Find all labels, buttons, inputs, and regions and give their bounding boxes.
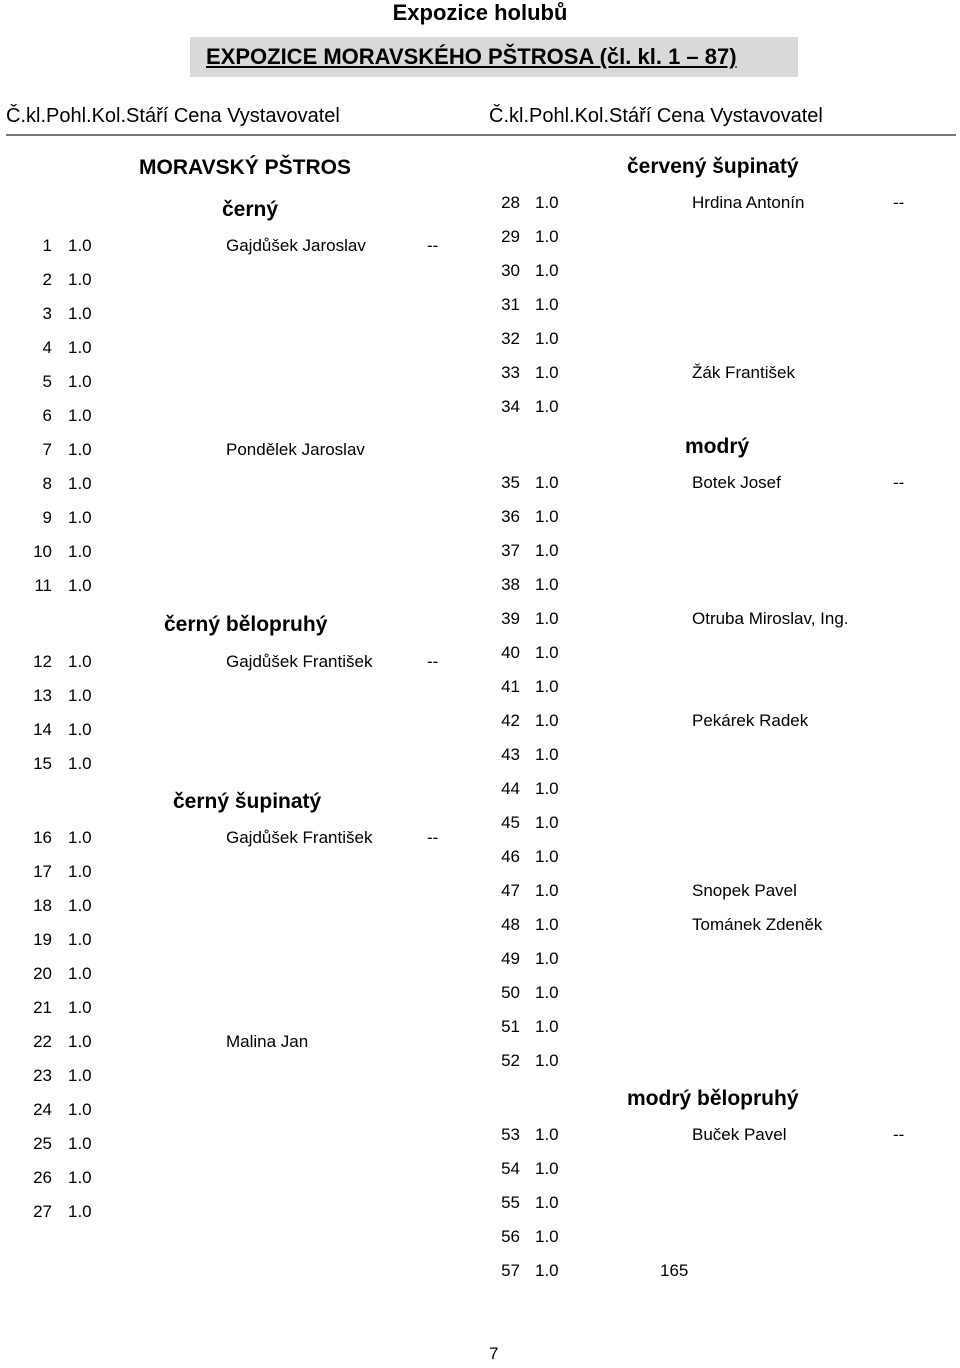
- page-number: 7: [489, 1344, 499, 1363]
- entry-sex: 1.0: [535, 541, 559, 560]
- entry-num: 41: [501, 677, 520, 696]
- entry-exhibitor: Buček Pavel: [692, 1125, 787, 1144]
- entry-num: 54: [501, 1159, 520, 1178]
- entry-num: 13: [33, 686, 52, 705]
- entry-num: 12: [33, 652, 52, 671]
- entry-sex: 1.0: [535, 295, 559, 314]
- entry-sex: 1.0: [68, 1032, 92, 1051]
- entry-sex: 1.0: [68, 896, 92, 915]
- entry-num: 38: [501, 575, 520, 594]
- entry-exhibitor: Tománek Zdeněk: [692, 915, 823, 934]
- entry-num: 28: [501, 193, 520, 212]
- entry-num: 53: [501, 1125, 520, 1144]
- entry-sex: 1.0: [535, 813, 559, 832]
- entry-num: 55: [501, 1193, 520, 1212]
- section-heading-right-3: modrý bělopruhý: [627, 1087, 799, 1110]
- entry-num: 39: [501, 609, 520, 628]
- entry-num: 34: [501, 397, 520, 416]
- entry-sex: 1.0: [68, 964, 92, 983]
- entry-sex: 1.0: [535, 227, 559, 246]
- entry-sex: 1.0: [68, 474, 92, 493]
- entry-num: 35: [501, 473, 520, 492]
- entry-sex: 1.0: [68, 372, 92, 391]
- entry-sex: 1.0: [535, 1017, 559, 1036]
- entry-sex: 1.0: [535, 779, 559, 798]
- section-heading-right-1: červený šupinatý: [627, 155, 799, 178]
- entry-price: --: [427, 652, 439, 671]
- entry-num: 25: [33, 1134, 52, 1153]
- entry-num: 57: [501, 1261, 520, 1280]
- entry-sex: 1.0: [535, 915, 559, 934]
- entry-sex: 1.0: [535, 745, 559, 764]
- entry-sex: 1.0: [68, 686, 92, 705]
- entry-sex: 1.0: [535, 1125, 559, 1144]
- entry-sex: 1.0: [68, 270, 92, 289]
- entry-sex: 1.0: [535, 397, 559, 416]
- entry-sex: 1.0: [535, 193, 559, 212]
- entry-sex: 1.0: [535, 261, 559, 280]
- entry-num: 32: [501, 329, 520, 348]
- entry-price: --: [427, 828, 439, 847]
- entry-sex: 1.0: [68, 1066, 92, 1085]
- entry-num: 33: [501, 363, 520, 382]
- entry-num: 21: [33, 998, 52, 1017]
- entry-num: 7: [42, 440, 52, 459]
- entry-price: --: [893, 1125, 905, 1144]
- entry-num: 2: [42, 270, 52, 289]
- entry-exhibitor: Botek Josef: [692, 473, 781, 492]
- entry-sex: 1.0: [68, 542, 92, 561]
- entry-sex: 1.0: [535, 983, 559, 1002]
- entry-sex: 1.0: [68, 236, 92, 255]
- entry-num: 23: [33, 1066, 52, 1085]
- entry-sex: 1.0: [535, 1261, 559, 1280]
- exhibit-banner: [190, 37, 798, 77]
- entry-num: 50: [501, 983, 520, 1002]
- entry-num: 9: [42, 508, 52, 527]
- entry-sex: 1.0: [535, 1227, 559, 1246]
- entry-num: 16: [33, 828, 52, 847]
- entry-price: --: [893, 193, 905, 212]
- entry-num: 31: [501, 295, 520, 314]
- entry-sex: 1.0: [68, 1134, 92, 1153]
- entry-num: 15: [33, 754, 52, 773]
- entry-num: 30: [501, 261, 520, 280]
- entry-num: 49: [501, 949, 520, 968]
- entry-sex: 1.0: [68, 440, 92, 459]
- entry-num: 20: [33, 964, 52, 983]
- entry-sex: 1.0: [535, 363, 559, 382]
- entry-num: 26: [33, 1168, 52, 1187]
- entry-num: 11: [34, 576, 52, 595]
- entry-sex: 1.0: [535, 1193, 559, 1212]
- entry-num: 5: [42, 372, 52, 391]
- entry-exhibitor: Žák František: [692, 363, 795, 382]
- entry-sex: 1.0: [68, 828, 92, 847]
- document-title: Expozice holubů: [392, 0, 568, 25]
- entry-sex: 1.0: [535, 609, 559, 628]
- entry-num: 47: [501, 881, 520, 900]
- header-divider: [6, 134, 956, 136]
- entry-num: 52: [501, 1051, 520, 1070]
- entry-num: 1: [42, 236, 52, 255]
- entry-sex: 1.0: [535, 949, 559, 968]
- entry-num: 43: [501, 745, 520, 764]
- right-column-header: Č.kl.Pohl.Kol.Stáří Cena Vystavovatel: [489, 105, 823, 127]
- entry-num: 27: [33, 1202, 52, 1221]
- entry-sex: 1.0: [68, 720, 92, 739]
- entry-num: 45: [501, 813, 520, 832]
- entry-sex: 1.0: [68, 304, 92, 323]
- entry-sex: 1.0: [68, 862, 92, 881]
- section-heading-left-1: černý: [222, 198, 279, 221]
- entry-sex: 1.0: [535, 847, 559, 866]
- entry-num: 29: [501, 227, 520, 246]
- entry-num: 24: [33, 1100, 52, 1119]
- entry-exhibitor: Pekárek Radek: [692, 711, 809, 730]
- exhibit-banner-text: EXPOZICE MORAVSKÉHO PŠTROSA (čl. kl. 1 – 87): [206, 44, 737, 69]
- entry-num: 37: [501, 541, 520, 560]
- entry-sex: 1.0: [535, 1051, 559, 1070]
- entry-num: 8: [42, 474, 52, 493]
- entry-sex: 1.0: [68, 998, 92, 1017]
- entry-exhibitor: Gajdůšek Jaroslav: [226, 236, 366, 255]
- entry-num: 18: [33, 896, 52, 915]
- section-heading-left-3: černý šupinatý: [173, 790, 322, 813]
- entry-num: 51: [501, 1017, 520, 1036]
- entry-price: --: [893, 473, 905, 492]
- entry-sex: 1.0: [535, 711, 559, 730]
- entry-extra: 165: [660, 1261, 689, 1280]
- entry-num: 3: [42, 304, 52, 323]
- breed-title: MORAVSKÝ PŠTROS: [139, 156, 351, 179]
- entry-num: 14: [33, 720, 52, 739]
- entry-sex: 1.0: [68, 652, 92, 671]
- entry-sex: 1.0: [535, 507, 559, 526]
- entry-num: 40: [501, 643, 520, 662]
- entry-sex: 1.0: [535, 473, 559, 492]
- entry-num: 56: [501, 1227, 520, 1246]
- entry-exhibitor: Hrdina Antonín: [692, 193, 805, 212]
- entry-exhibitor: Snopek Pavel: [692, 881, 797, 900]
- entry-num: 19: [33, 930, 52, 949]
- entry-sex: 1.0: [68, 406, 92, 425]
- entry-num: 10: [33, 542, 52, 561]
- entry-sex: 1.0: [535, 1159, 559, 1178]
- entry-sex: 1.0: [68, 1100, 92, 1119]
- section-heading-left-2: černý bělopruhý: [164, 613, 328, 636]
- left-column-header: Č.kl.Pohl.Kol.Stáří Cena Vystavovatel: [6, 105, 340, 127]
- section-heading-right-2: modrý: [685, 435, 750, 458]
- entry-sex: 1.0: [68, 754, 92, 773]
- entry-sex: 1.0: [68, 1202, 92, 1221]
- entry-sex: 1.0: [535, 677, 559, 696]
- entry-sex: 1.0: [535, 881, 559, 900]
- entry-exhibitor: Otruba Miroslav, Ing.: [692, 609, 849, 628]
- entry-sex: 1.0: [68, 338, 92, 357]
- entry-exhibitor: Gajdůšek František: [226, 828, 373, 847]
- entry-sex: 1.0: [68, 576, 92, 595]
- entry-sex: 1.0: [68, 508, 92, 527]
- entry-sex: 1.0: [68, 930, 92, 949]
- entry-price: --: [427, 236, 439, 255]
- entry-sex: 1.0: [535, 575, 559, 594]
- entry-num: 6: [42, 406, 52, 425]
- entry-num: 46: [501, 847, 520, 866]
- entry-num: 36: [501, 507, 520, 526]
- entry-sex: 1.0: [535, 643, 559, 662]
- entry-exhibitor: Pondělek Jaroslav: [226, 440, 365, 459]
- entry-num: 48: [501, 915, 520, 934]
- entry-exhibitor: Gajdůšek František: [226, 652, 373, 671]
- entry-sex: 1.0: [535, 329, 559, 348]
- entry-num: 17: [33, 862, 52, 881]
- entry-num: 42: [501, 711, 520, 730]
- entry-exhibitor: Malina Jan: [226, 1032, 309, 1051]
- entry-num: 44: [501, 779, 520, 798]
- entry-num: 4: [42, 338, 52, 357]
- entry-sex: 1.0: [68, 1168, 92, 1187]
- entry-num: 22: [33, 1032, 52, 1051]
